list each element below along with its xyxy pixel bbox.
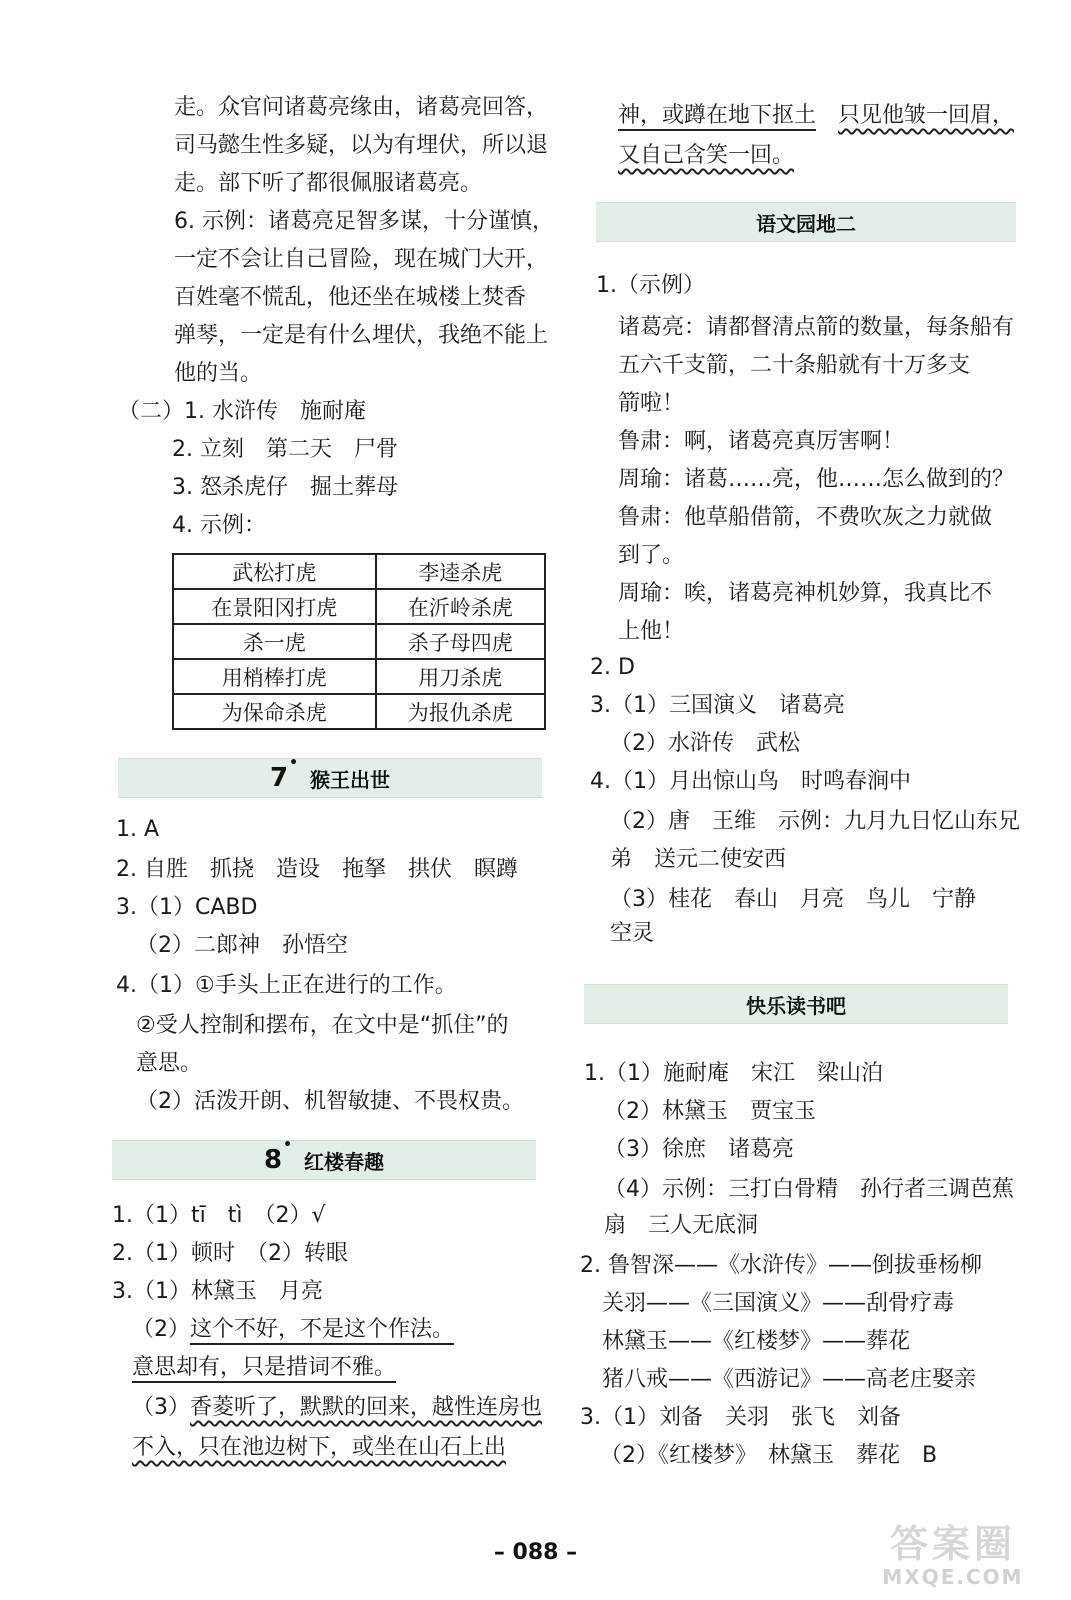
text-line: 扇 三人无底洞 [604, 1213, 759, 1238]
text-line: 空灵 [610, 921, 655, 946]
table-header: 武松打虎 [173, 554, 376, 589]
section-banner-7 [118, 758, 542, 798]
section-title: 红楼春趣 [304, 1149, 385, 1174]
text-line: 箭啦！ [618, 391, 685, 416]
item-label: （3） [132, 1395, 190, 1420]
text-line: 3.（1）CABD [116, 895, 258, 920]
text-line: 五六千支箭，二十条船就有十万多支 [618, 353, 971, 378]
comparison-table [172, 553, 546, 730]
page-number: – 088 – [493, 1540, 578, 1565]
table-row [173, 694, 545, 729]
wavy-underlined-text: 又自己含笑一回。 [618, 143, 795, 168]
text-line: 上他！ [618, 619, 685, 644]
section-banner-kldsb [584, 984, 1008, 1024]
site-watermark [853, 1522, 1053, 1592]
text-line: （3）徐庶 诸葛亮 [604, 1137, 794, 1162]
table-row [173, 624, 545, 659]
text-line: （二）1. 水浒传 施耐庵 [118, 399, 366, 424]
text-line: （2）活泼开朗、机智敏捷、不畏权贵。 [136, 1089, 524, 1114]
table-cell: 杀一虎 [173, 624, 376, 659]
text-line: 鲁肃：他草船借箭，不费吹灰之力就做 [618, 505, 993, 530]
text-line: 1.（1）tī tì （2）√ [112, 1203, 326, 1228]
text-line: 4.（1）①手头上正在进行的工作。 [116, 973, 457, 998]
text-line: （2）水浒传 武松 [610, 731, 800, 756]
table-cell: 在沂岭杀虎 [376, 589, 545, 624]
table-cell: 为保命杀虎 [173, 694, 376, 729]
text-line: 林黛玉——《红楼梦》——葬花 [602, 1329, 911, 1354]
text-line: （2）唐 王维 示例：九月九日忆山东兄 [610, 809, 1020, 834]
text-line [132, 1352, 396, 1384]
wavy-underlined-text: 香菱听了，默默的回来，越性连房也 [190, 1395, 543, 1420]
table-cell: 在景阳冈打虎 [173, 589, 376, 624]
underlined-text: 神，或蹲在地下抠土 [618, 103, 816, 131]
table-cell: 用梢棒打虎 [173, 659, 376, 694]
text-line [132, 1314, 454, 1346]
table-cell: 杀子母四虎 [376, 624, 545, 659]
text-line: 猪八戒——《西游记》——高老庄娶亲 [602, 1367, 977, 1392]
text-line [132, 1392, 542, 1424]
text-line: 走。部下听了都很佩服诸葛亮。 [174, 171, 483, 196]
text-line: 1. A [116, 817, 160, 842]
text-line: 2. D [590, 655, 635, 680]
text-line: 3.（1）刘备 关羽 张飞 刘备 [580, 1405, 901, 1430]
table-header: 李逵杀虎 [376, 554, 545, 589]
text-line: （2）林黛玉 贾宝玉 [604, 1099, 816, 1124]
text-line: 弹琴，一定是有什么埋伏，我绝不能上 [174, 323, 549, 348]
wavy-underlined-text: 只见他皱一回眉， [838, 103, 1015, 128]
text-line: 2. 自胜 抓挠 造设 拖拏 拱伏 瞑蹲 [116, 857, 518, 882]
text-line: 3.（1）林黛玉 月亮 [112, 1279, 323, 1304]
watermark-logo-text: 答案圈 [889, 1522, 1016, 1566]
section-banner-8 [112, 1140, 536, 1180]
text-line: 3. 怒杀虎仔 掘土葬母 [172, 475, 398, 500]
text-line: 周瑜：诸葛……亮，他……怎么做到的？ [618, 467, 1015, 492]
text-line: 2.（1）顿时 （2）转眼 [112, 1241, 348, 1266]
table-cell: 为报仇杀虎 [376, 694, 545, 729]
text-line [132, 1432, 506, 1464]
text-line: 4. 示例： [172, 513, 266, 538]
text-line: ②受人控制和摆布，在文中是“抓住”的 [136, 1013, 509, 1038]
section-title: 猴王出世 [310, 767, 391, 792]
text-line: 百姓毫不慌乱，他还坐在城楼上焚香 [174, 285, 527, 310]
item-label: （2） [132, 1317, 190, 1342]
table-header-row [173, 554, 545, 589]
text-line: 4.（1）月出惊山鸟 时鸣春涧中 [590, 769, 911, 794]
text-line: 2. 鲁智深——《水浒传》——倒拔垂杨柳 [580, 1253, 982, 1278]
text-line: 周瑜：唉，诸葛亮神机妙算，我真比不 [618, 581, 993, 606]
text-line: 一定不会让自己冒险，现在城门大开， [174, 247, 549, 272]
text-line: 走。众官问诸葛亮缘由，诸葛亮回答， [174, 95, 549, 120]
text-line: 他的当。 [174, 361, 263, 386]
text-line: 弟 送元二使安西 [610, 847, 787, 872]
section-title: 语文园地二 [756, 211, 856, 236]
section-banner-ywyd [596, 202, 1016, 242]
section-number: 8 • [264, 1145, 282, 1175]
text-line: 1.（1）施耐庵 宋江 梁山泊 [584, 1061, 883, 1086]
section-number: 7 • [270, 763, 288, 793]
text-line: 3.（1）三国演义 诸葛亮 [590, 693, 845, 718]
watermark-url: MXQE.COM [882, 1565, 1024, 1589]
text-line: 到了。 [618, 543, 685, 568]
section-title: 快乐读书吧 [746, 993, 846, 1018]
text-line [618, 100, 1014, 132]
underlined-text: 这个不好，不是这个作法。 [190, 1317, 454, 1345]
text-line [618, 140, 794, 172]
table-row [173, 659, 545, 694]
text-line: （2）《红楼梦》 林黛玉 葬花 B [600, 1443, 938, 1468]
text-line: 关羽——《三国演义》——刮骨疗毒 [602, 1291, 955, 1316]
text-line: 司马懿生性多疑，以为有埋伏，所以退 [174, 133, 549, 158]
text-line: 6. 示例：诸葛亮足智多谋，十分谨慎， [174, 209, 554, 234]
text-line: 诸葛亮：请都督清点箭的数量，每条船有 [618, 315, 1015, 340]
text-line: （2）二郎神 孙悟空 [136, 933, 348, 958]
table-row [173, 589, 545, 624]
table-cell: 用刀杀虎 [376, 659, 545, 694]
text-line: 鲁肃：啊，诸葛亮真厉害啊！ [618, 429, 905, 454]
text-line: （4）示例：三打白骨精 孙行者三调芭蕉 [604, 1177, 1014, 1202]
wavy-underlined-text: 不入，只在池边树下，或坐在山石上出 [132, 1435, 507, 1460]
text-line: 意思。 [136, 1051, 203, 1076]
text-line: 2. 立刻 第二天 尸骨 [172, 437, 398, 462]
underlined-text: 意思却有，只是措词不雅。 [132, 1355, 396, 1383]
text-line: 1.（示例） [596, 273, 705, 298]
text-line: （3）桂花 春山 月亮 鸟儿 宁静 [610, 887, 976, 912]
